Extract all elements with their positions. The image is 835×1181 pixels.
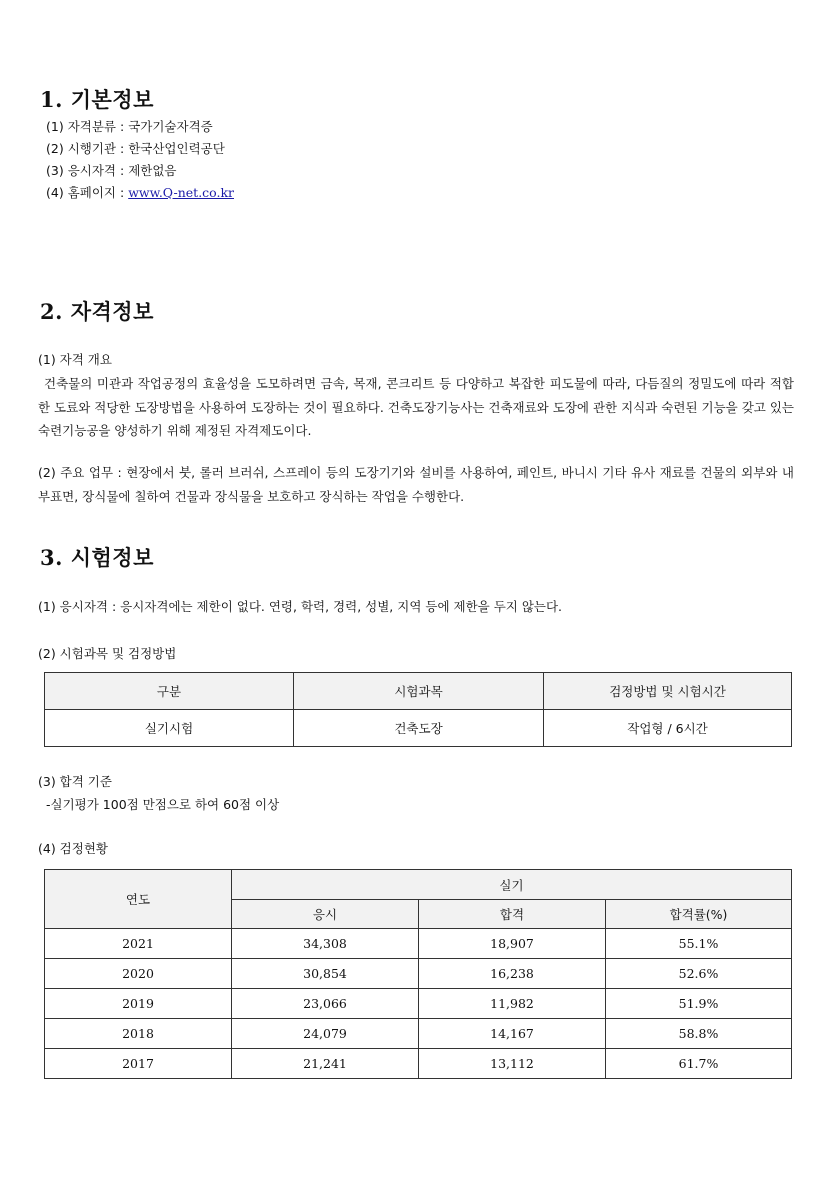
info-label: 응시자격 [67,163,117,178]
eligibility-text: (1) 응시자격 : 응시자격에는 제한이 없다. 연령, 학력, 경력, 성별, 지역 등에 제한을 두지 않는다. [38,599,563,614]
info-row-agency [46,141,225,157]
year-cell: 2020 [45,959,232,989]
passed-cell: 16,238 [419,959,606,989]
info-row-eligibility [46,163,177,179]
section-title-basic-info: 1. 기본정보 [40,87,154,112]
info-row-category [46,119,213,135]
year-cell: 2021 [45,929,232,959]
overview-heading: (1) 자격 개요 [38,352,112,367]
subjects-heading: (2) 시험과목 및 검정방법 [38,646,177,661]
table-row [45,989,792,1019]
table-header-cell: 합격률(%) [606,900,792,929]
table-header-cell: 응시 [232,900,419,929]
info-label: 시행기관 [67,141,117,156]
pass-criteria-heading: (3) 합격 기준 [38,774,112,789]
overview-paragraph: 건축물의 미관과 작업공정의 효율성을 도모하려면 금속, 목재, 콘크리트 등 다양하고 복잡한 피도물에 따라, 다듬질의 정밀도에 따라 적합한 도료와 적당한 도장방법을 사용하여 도장하는 것이 필요하다. 건축도장기능사는 건축재료와 도장에 관한 지식과 숙련된 기능을 갖고 있는 숙련기능공을 양성하기 위해 제정된 자격제도이다. [38,376,794,438]
info-num: (3) [46,163,64,178]
applied-cell: 24,079 [232,1019,419,1049]
info-sep: : [120,163,125,178]
passed-cell: 13,112 [419,1049,606,1079]
table-header-cell: 합격 [419,900,606,929]
info-num: (1) [46,119,64,134]
info-sep: : [120,119,125,134]
year-header-cell: 연도 [45,870,232,929]
year-cell: 2018 [45,1019,232,1049]
year-cell: 2019 [45,989,232,1019]
section-title-qualification-info: 2. 자격정보 [40,299,154,324]
duties-paragraph: (2) 주요 업무 : 현장에서 붓, 롤러 브러쉬, 스프레이 등의 도장기기와 설비를 사용하여, 페인트, 바니시 기타 유사 재료를 건물의 외부와 내부표면, 장식물에 칠하여 건물과 장식물을 보호하고 장식하는 작업을 수행한다. [38,465,794,504]
stats-heading: (4) 검정현황 [38,841,108,856]
info-row-homepage [46,185,234,201]
rate-cell: 51.9% [606,989,792,1019]
table-header-cell: 검정방법 및 시험시간 [544,673,792,710]
info-sep: : [120,185,125,200]
info-num: (2) [46,141,64,156]
table-row [45,710,792,747]
rate-cell: 61.7% [606,1049,792,1079]
group-header-cell: 실기 [232,870,792,900]
passed-cell: 18,907 [419,929,606,959]
applied-cell: 21,241 [232,1049,419,1079]
info-sep: : [120,141,125,156]
section-title-exam-info: 3. 시험정보 [40,545,154,570]
table-header-cell: 구분 [45,673,294,710]
year-cell: 2017 [45,1049,232,1079]
applied-cell: 23,066 [232,989,419,1019]
info-label: 자격분류 [67,119,117,134]
applied-cell: 34,308 [232,929,419,959]
passed-cell: 14,167 [419,1019,606,1049]
table-cell: 작업형 / 6시간 [544,710,792,747]
table-row [45,929,792,959]
rate-cell: 52.6% [606,959,792,989]
applied-cell: 30,854 [232,959,419,989]
table-header-row [45,870,792,900]
table-cell: 건축도장 [294,710,544,747]
info-value: 제한없음 [128,163,177,178]
table-header-row [45,673,792,710]
table-row [45,959,792,989]
stats-table [44,869,792,1079]
rate-cell: 58.8% [606,1019,792,1049]
homepage-link[interactable]: www.Q-net.co.kr [128,185,234,200]
info-label: 홈페이지 [67,185,117,200]
table-cell: 실기시험 [45,710,294,747]
rate-cell: 55.1% [606,929,792,959]
table-row [45,1049,792,1079]
table-row [45,1019,792,1049]
info-num: (4) [46,185,64,200]
table-header-cell: 시험과목 [294,673,544,710]
pass-criteria-text: -실기평가 100점 만점으로 하여 60점 이상 [46,797,280,812]
subjects-table [44,672,792,747]
passed-cell: 11,982 [419,989,606,1019]
info-value: 국가기술자격증 [128,119,213,134]
info-value: 한국산업인력공단 [128,141,225,156]
